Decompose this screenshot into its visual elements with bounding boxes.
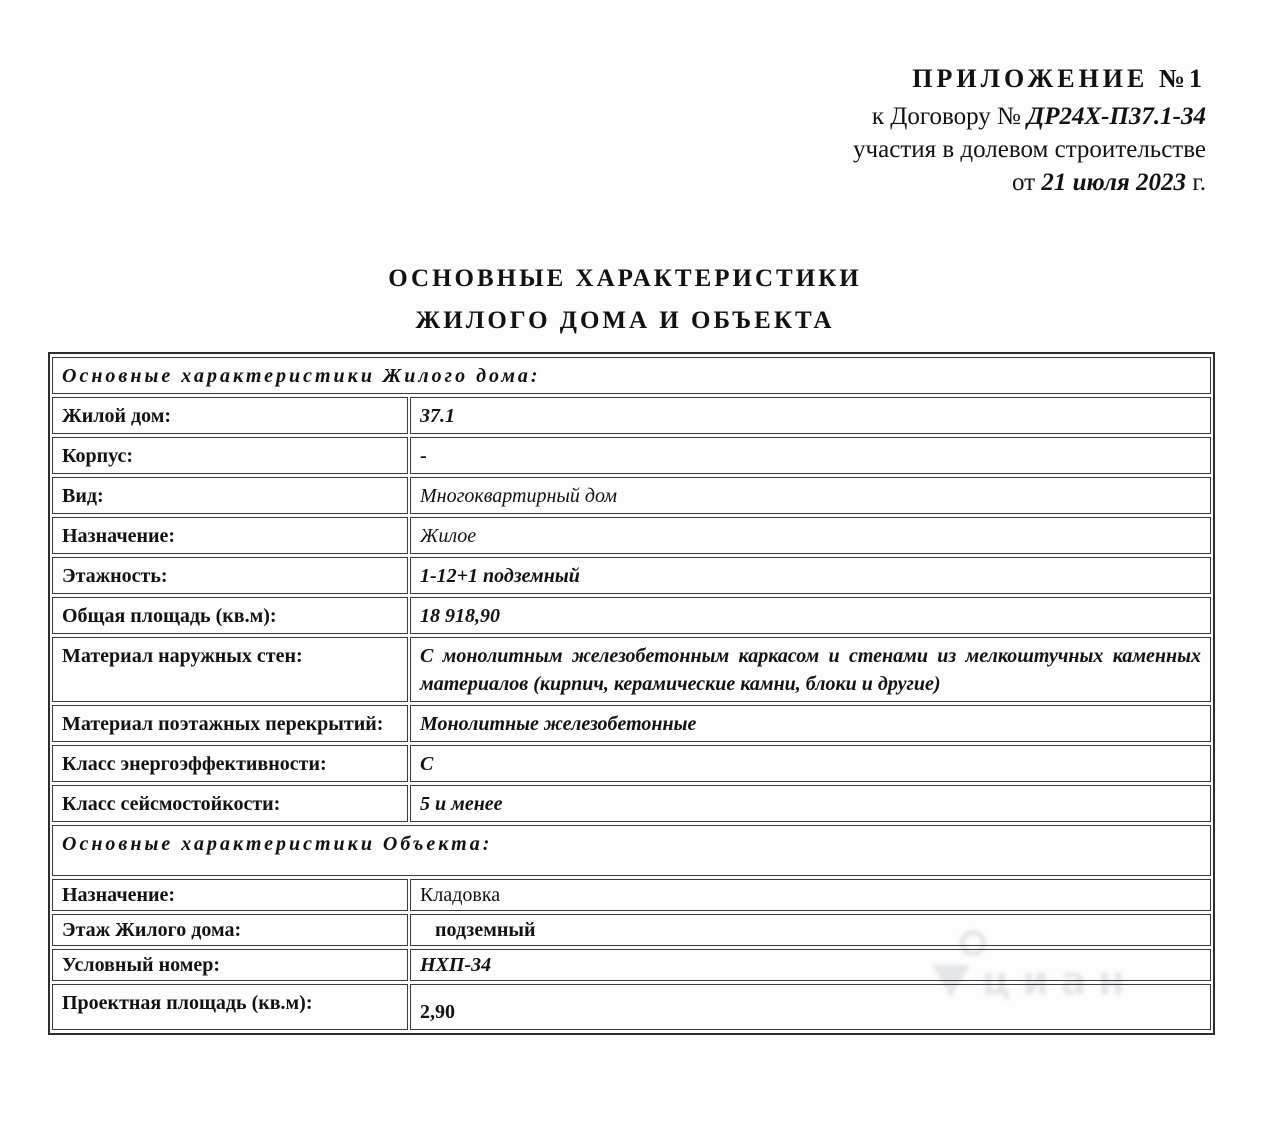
row-label: Общая площадь (кв.м):	[52, 597, 408, 634]
row-label: Проектная площадь (кв.м):	[52, 984, 408, 1030]
watermark-text: циан	[982, 959, 1137, 1003]
row-value: 1-12+1 подземный	[410, 557, 1211, 594]
section-header-row	[52, 825, 1211, 876]
row-value: Кладовка	[410, 879, 1211, 911]
row-value: подземный	[410, 914, 1211, 946]
characteristics-table-body	[52, 357, 1211, 1030]
row-label: Материал поэтажных перекрытий:	[52, 705, 408, 742]
row-value: -	[410, 437, 1211, 474]
table-row	[52, 517, 1211, 554]
contract-line	[853, 100, 1206, 133]
row-value: 37.1	[410, 397, 1211, 434]
row-value: 18 918,90	[410, 597, 1211, 634]
table-row	[52, 984, 1211, 1030]
row-label: Класс сейсмостойкости:	[52, 785, 408, 822]
row-value: 2,90	[410, 984, 1211, 1030]
row-value: С	[410, 745, 1211, 782]
appendix-title: ПРИЛОЖЕНИЕ №1	[912, 64, 1206, 93]
table-row	[52, 597, 1211, 634]
row-label: Класс энергоэффективности:	[52, 745, 408, 782]
document-title	[0, 258, 1250, 342]
row-value: Жилое	[410, 517, 1211, 554]
row-value: Многоквартирный дом	[410, 477, 1211, 514]
document-title-line1: ОСНОВНЫЕ ХАРАКТЕРИСТИКИ	[388, 265, 862, 292]
table-row	[52, 785, 1211, 822]
row-label: Этаж Жилого дома:	[52, 914, 408, 946]
row-value: НХП-34	[410, 949, 1211, 981]
row-label: Корпус:	[52, 437, 408, 474]
date-prefix: от	[1011, 169, 1042, 196]
date-suffix: г.	[1186, 169, 1206, 196]
row-label: Условный номер:	[52, 949, 408, 981]
participation-line: участия в долевом строительстве	[853, 136, 1206, 163]
contract-date: 21 июля 2023	[1041, 169, 1187, 196]
table-row	[52, 879, 1211, 911]
row-label: Этажность:	[52, 557, 408, 594]
section-header-row	[52, 357, 1211, 394]
row-label: Жилой дом:	[52, 397, 408, 434]
table-row	[52, 477, 1211, 514]
row-value: С монолитным железобетонным каркасом и стенами из мелкоштучных каменных материалов (кирпич, керамические камни, блоки и другие)	[410, 637, 1211, 702]
table-row	[52, 437, 1211, 474]
row-label: Вид:	[52, 477, 408, 514]
characteristics-table	[48, 352, 1215, 1035]
table-row	[52, 745, 1211, 782]
table-row	[52, 637, 1211, 702]
row-label: Материал наружных стен:	[52, 637, 408, 702]
section-header: Основные характеристики Объекта:	[52, 825, 1211, 876]
contract-prefix: к Договору №	[871, 103, 1028, 130]
table-row	[52, 949, 1211, 981]
row-label: Назначение:	[52, 517, 408, 554]
contract-number: ДР24Х-П37.1-34	[1027, 103, 1206, 130]
table-row	[52, 914, 1211, 946]
section-header: Основные характеристики Жилого дома:	[52, 357, 1211, 394]
table-row	[52, 557, 1211, 594]
row-value: 5 и менее	[410, 785, 1211, 822]
row-value: Монолитные железобетонные	[410, 705, 1211, 742]
row-label: Назначение:	[52, 879, 408, 911]
table-row	[52, 397, 1211, 434]
document-title-line2: ЖИЛОГО ДОМА И ОБЪЕКТА	[415, 307, 835, 334]
date-line	[853, 166, 1206, 199]
table-row	[52, 705, 1211, 742]
appendix-header	[853, 62, 1206, 199]
